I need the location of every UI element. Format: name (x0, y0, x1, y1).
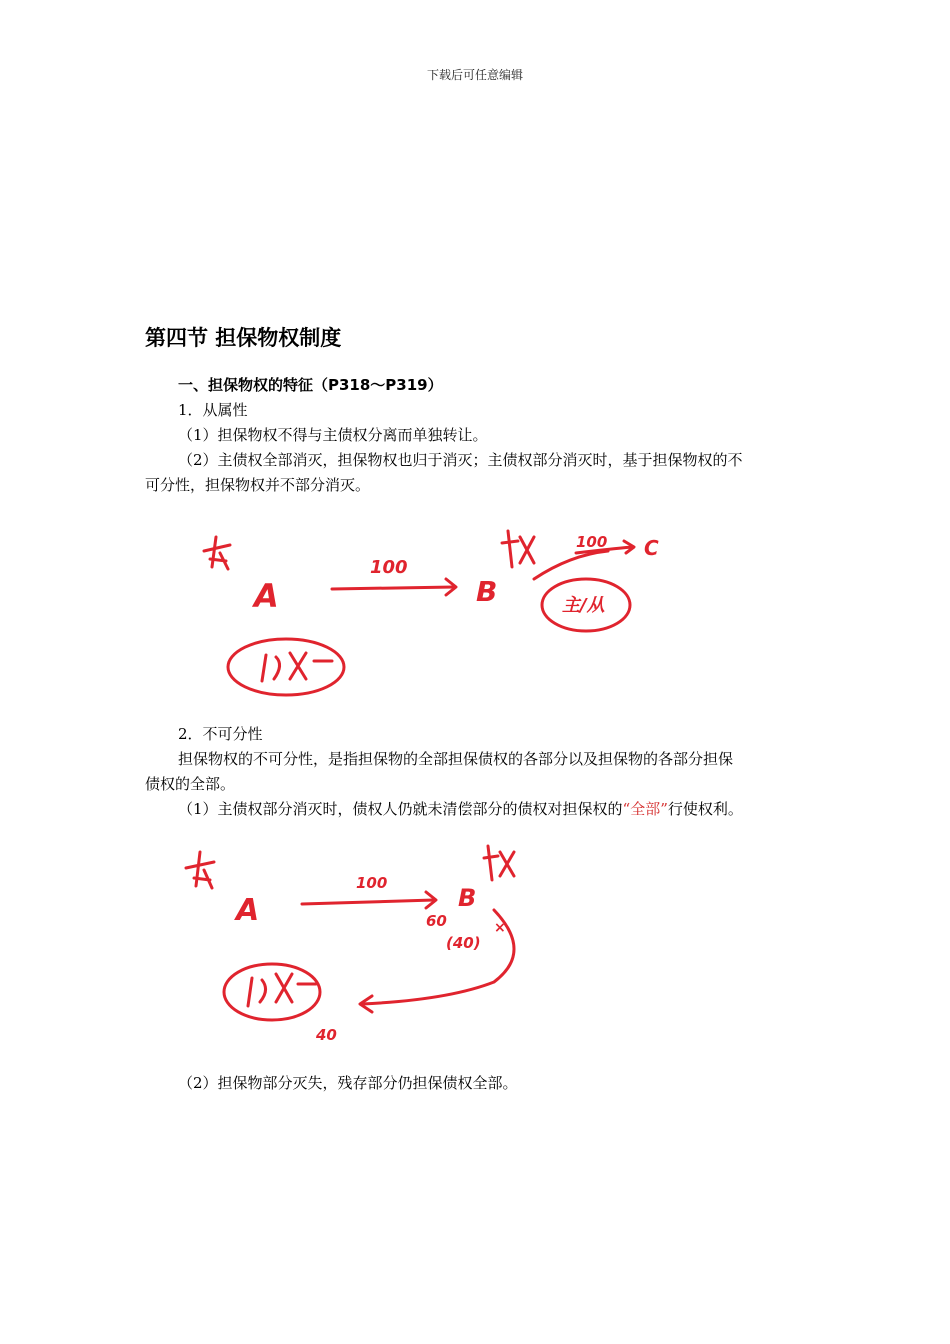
diagram2-arrow-line (302, 900, 434, 904)
diagram2-quan-scribble (484, 846, 514, 880)
item2-paragraph2-post: 行使权利。 (667, 800, 743, 818)
diagram1-label-main: 主/从 (562, 595, 605, 616)
diagram2-circle-scribble (248, 974, 316, 1006)
diagram1-label-100: 100 (370, 557, 408, 578)
diagram2-char-scribble (186, 852, 214, 888)
subsection-heading: 一、担保物权的特征（P318～P319） (178, 376, 443, 394)
item2-paragraph2-pre: （1）主债权部分消灭时，债权人仍就未清偿部分的债权对担保权的 (178, 800, 623, 818)
diagram1-char-scribble (204, 537, 230, 569)
diagram1-quan-scribble (502, 531, 534, 567)
item2-paragraph1-line2: 债权的全部。 (145, 775, 236, 793)
item2-paragraph2 (145, 797, 843, 821)
item1-title: 1．从属性 (178, 401, 248, 419)
item1-paragraph1: （1）担保物权不得与主债权分离而单独转让。 (178, 426, 488, 444)
diagram1-strike (534, 551, 608, 579)
item2-paragraph1-line1: 担保物权的不可分性，是指担保物的全部担保债权的各部分以及担保物的各部分担保 (178, 750, 734, 768)
diagram2-label-40: 40 (316, 1026, 337, 1044)
diagram2-label-a: A (236, 893, 260, 928)
sketch-diagram-2 (178, 832, 538, 1052)
diagram2-circle (224, 964, 320, 1020)
item2-title: 2．不可分性 (178, 725, 263, 743)
page-header: 下载后可任意编辑 (426, 68, 523, 82)
diagram1-label-a: A (254, 577, 279, 615)
diagram2-label-100: 100 (356, 874, 388, 892)
diagram1-label-c: C (644, 536, 659, 560)
diagram2-label-60: 60 (426, 912, 447, 930)
section-title: 第四节 担保物权制度 (145, 326, 342, 350)
item2-paragraph2-highlight: “全部” (622, 800, 668, 818)
diagram1-label-100b: 100 (576, 533, 608, 551)
diagram1-arrow-line (332, 587, 454, 589)
diagram1-label-b: B (476, 575, 498, 608)
diagram2-label-40-paren: (40) (446, 934, 481, 952)
item2-paragraph3: （2）担保物部分灭失，残存部分仍担保债权全部。 (178, 1074, 518, 1092)
item1-paragraph2-line2: 可分性，担保物权并不部分消灭。 (145, 476, 371, 494)
diagram1-circle-scribble (262, 653, 332, 681)
diagram2-label-b: B (458, 884, 477, 912)
diagram2-label-x: × (494, 920, 506, 936)
item1-paragraph2-line1: （2）主债权全部消灭，担保物权也归于消灭；主债权部分消灭时，基于担保物权的不 (178, 451, 743, 469)
sketch-diagram-1 (190, 515, 710, 705)
diagram1-circle-large (228, 639, 344, 695)
